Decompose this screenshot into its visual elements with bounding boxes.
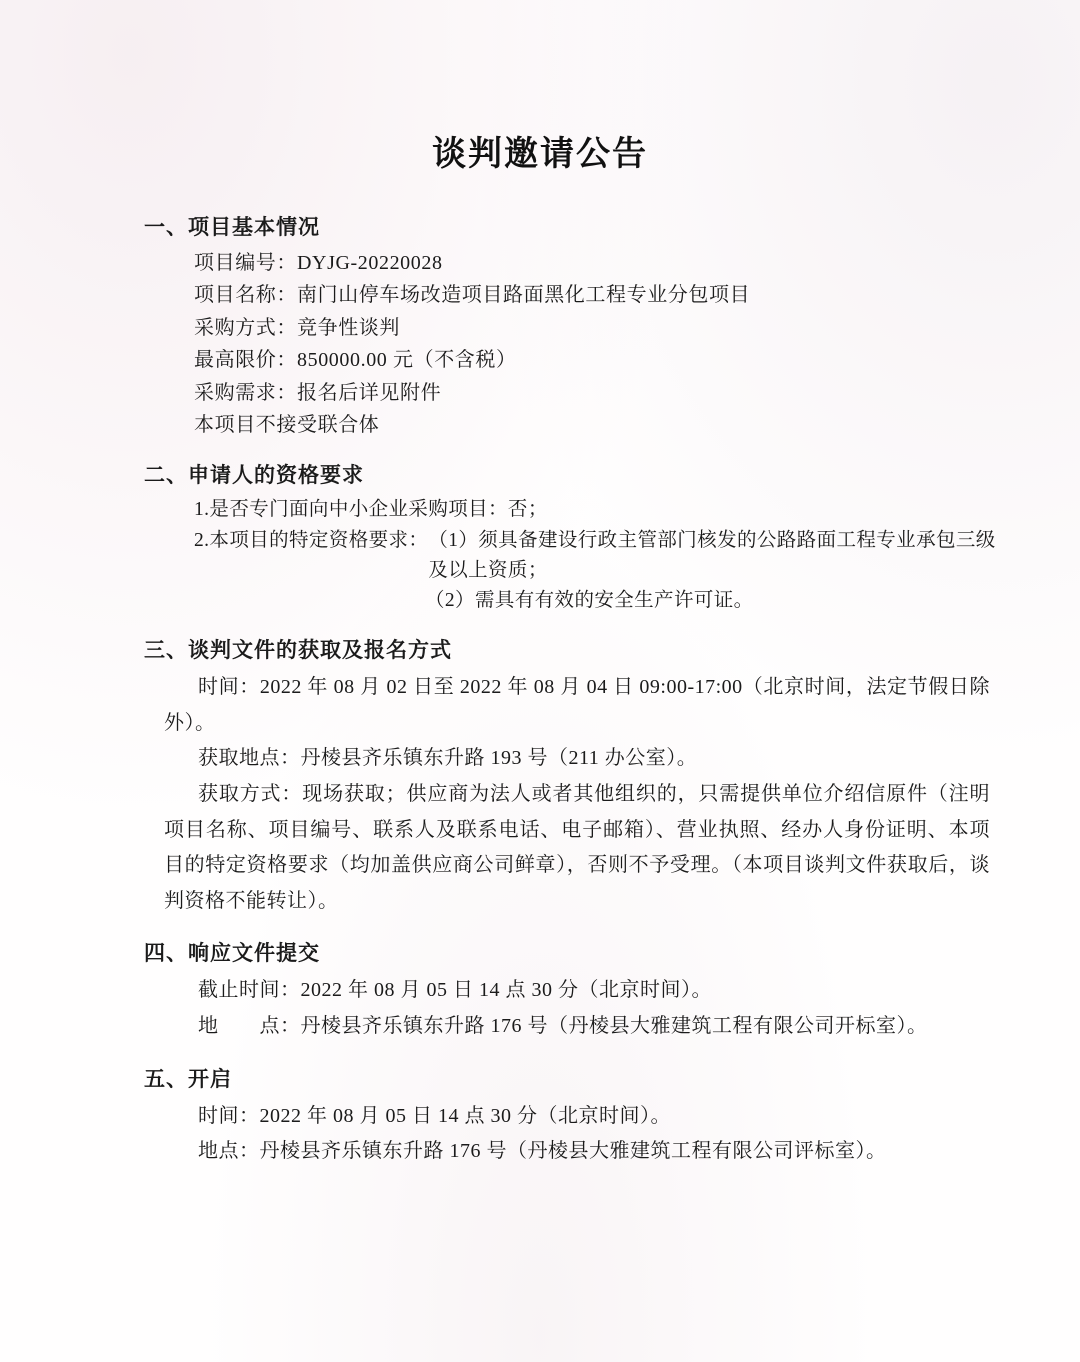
qualification-item-2-second: （2）需具有有效的安全生产许可证。 xyxy=(425,590,754,611)
acquisition-time-paragraph xyxy=(164,670,990,741)
qualification-item-1: 1.是否专门面向中小企业采购项目：否； xyxy=(194,499,548,521)
acquisition-method-text: 获取方式：现场获取；供应商为法人或者其他组织的，只需提供单位介绍信原件（注明项目名称、项目编号、联系人及联系电话、电子邮箱）、营业执照、经办人身份证明、本项目的特定资格要求（均加盖供应商公司鲜章），否则不予受理。（本项目谈判文件获取后，谈判资格不能转让）。 xyxy=(164,783,990,912)
acquisition-place-text: 获取地点：丹棱县齐乐镇东升路 193 号（211 办公室）。 xyxy=(198,747,698,770)
project-name-line: 项目名称：南门山停车场改造项目路面黑化工程专业分包项目 xyxy=(194,284,751,307)
section-heading-5: 五、开启 xyxy=(144,1066,232,1091)
section-heading-1: 一、项目基本情况 xyxy=(144,215,320,239)
submission-address-label: 地 点： xyxy=(198,1014,301,1037)
opening-time-paragraph xyxy=(164,1099,990,1135)
max-price-line: 最高限价：850000.00 元（不含税） xyxy=(194,349,517,372)
qualification-item-2-label: 2.本项目的特定资格要求： xyxy=(194,529,429,551)
no-consortium-line: 本项目不接受联合体 xyxy=(194,413,380,436)
opening-place-paragraph xyxy=(164,1134,990,1170)
qualification-item-2-body: （1）须具备建设行政主管部门核发的公路路面工程专业承包三级及以上资质； xyxy=(428,529,996,581)
procurement-demand-line: 采购需求：报名后详见附件 xyxy=(194,381,442,404)
opening-time-text: 时间：2022 年 08 月 05 日 14 点 30 分（北京时间）。 xyxy=(198,1104,671,1127)
submission-deadline-text: 截止时间：2022 年 08 月 05 日 14 点 30 分（北京时间）。 xyxy=(198,979,712,1002)
submission-address-value: 丹棱县齐乐镇东升路 176 号（丹棱县大雅建筑工程有限公司开标室）。 xyxy=(300,1014,928,1037)
page-title: 谈判邀请公告 xyxy=(432,136,648,173)
section-heading-4: 四、响应文件提交 xyxy=(144,941,320,966)
acquisition-time-text: 时间：2022 年 08 月 02 日至 2022 年 08 月 04 日 09:00-17:00（北京时间，法定节假日除外）。 xyxy=(164,676,990,734)
section-heading-3: 三、谈判文件的获取及报名方式 xyxy=(144,638,452,663)
procurement-method-line: 采购方式：竞争性谈判 xyxy=(194,316,400,339)
acquisition-place-paragraph xyxy=(164,741,990,777)
section-heading-2: 二、申请人的资格要求 xyxy=(144,463,364,488)
submission-deadline-paragraph xyxy=(164,973,990,1009)
submission-address-paragraph xyxy=(164,1009,990,1045)
qualification-item-2 xyxy=(194,526,998,586)
opening-place-text: 地点：丹棱县齐乐镇东升路 176 号（丹棱县大雅建筑工程有限公司评标室）。 xyxy=(198,1140,887,1163)
acquisition-method-paragraph xyxy=(164,777,990,919)
project-number-line: 项目编号：DYJG-20220028 xyxy=(194,252,443,274)
